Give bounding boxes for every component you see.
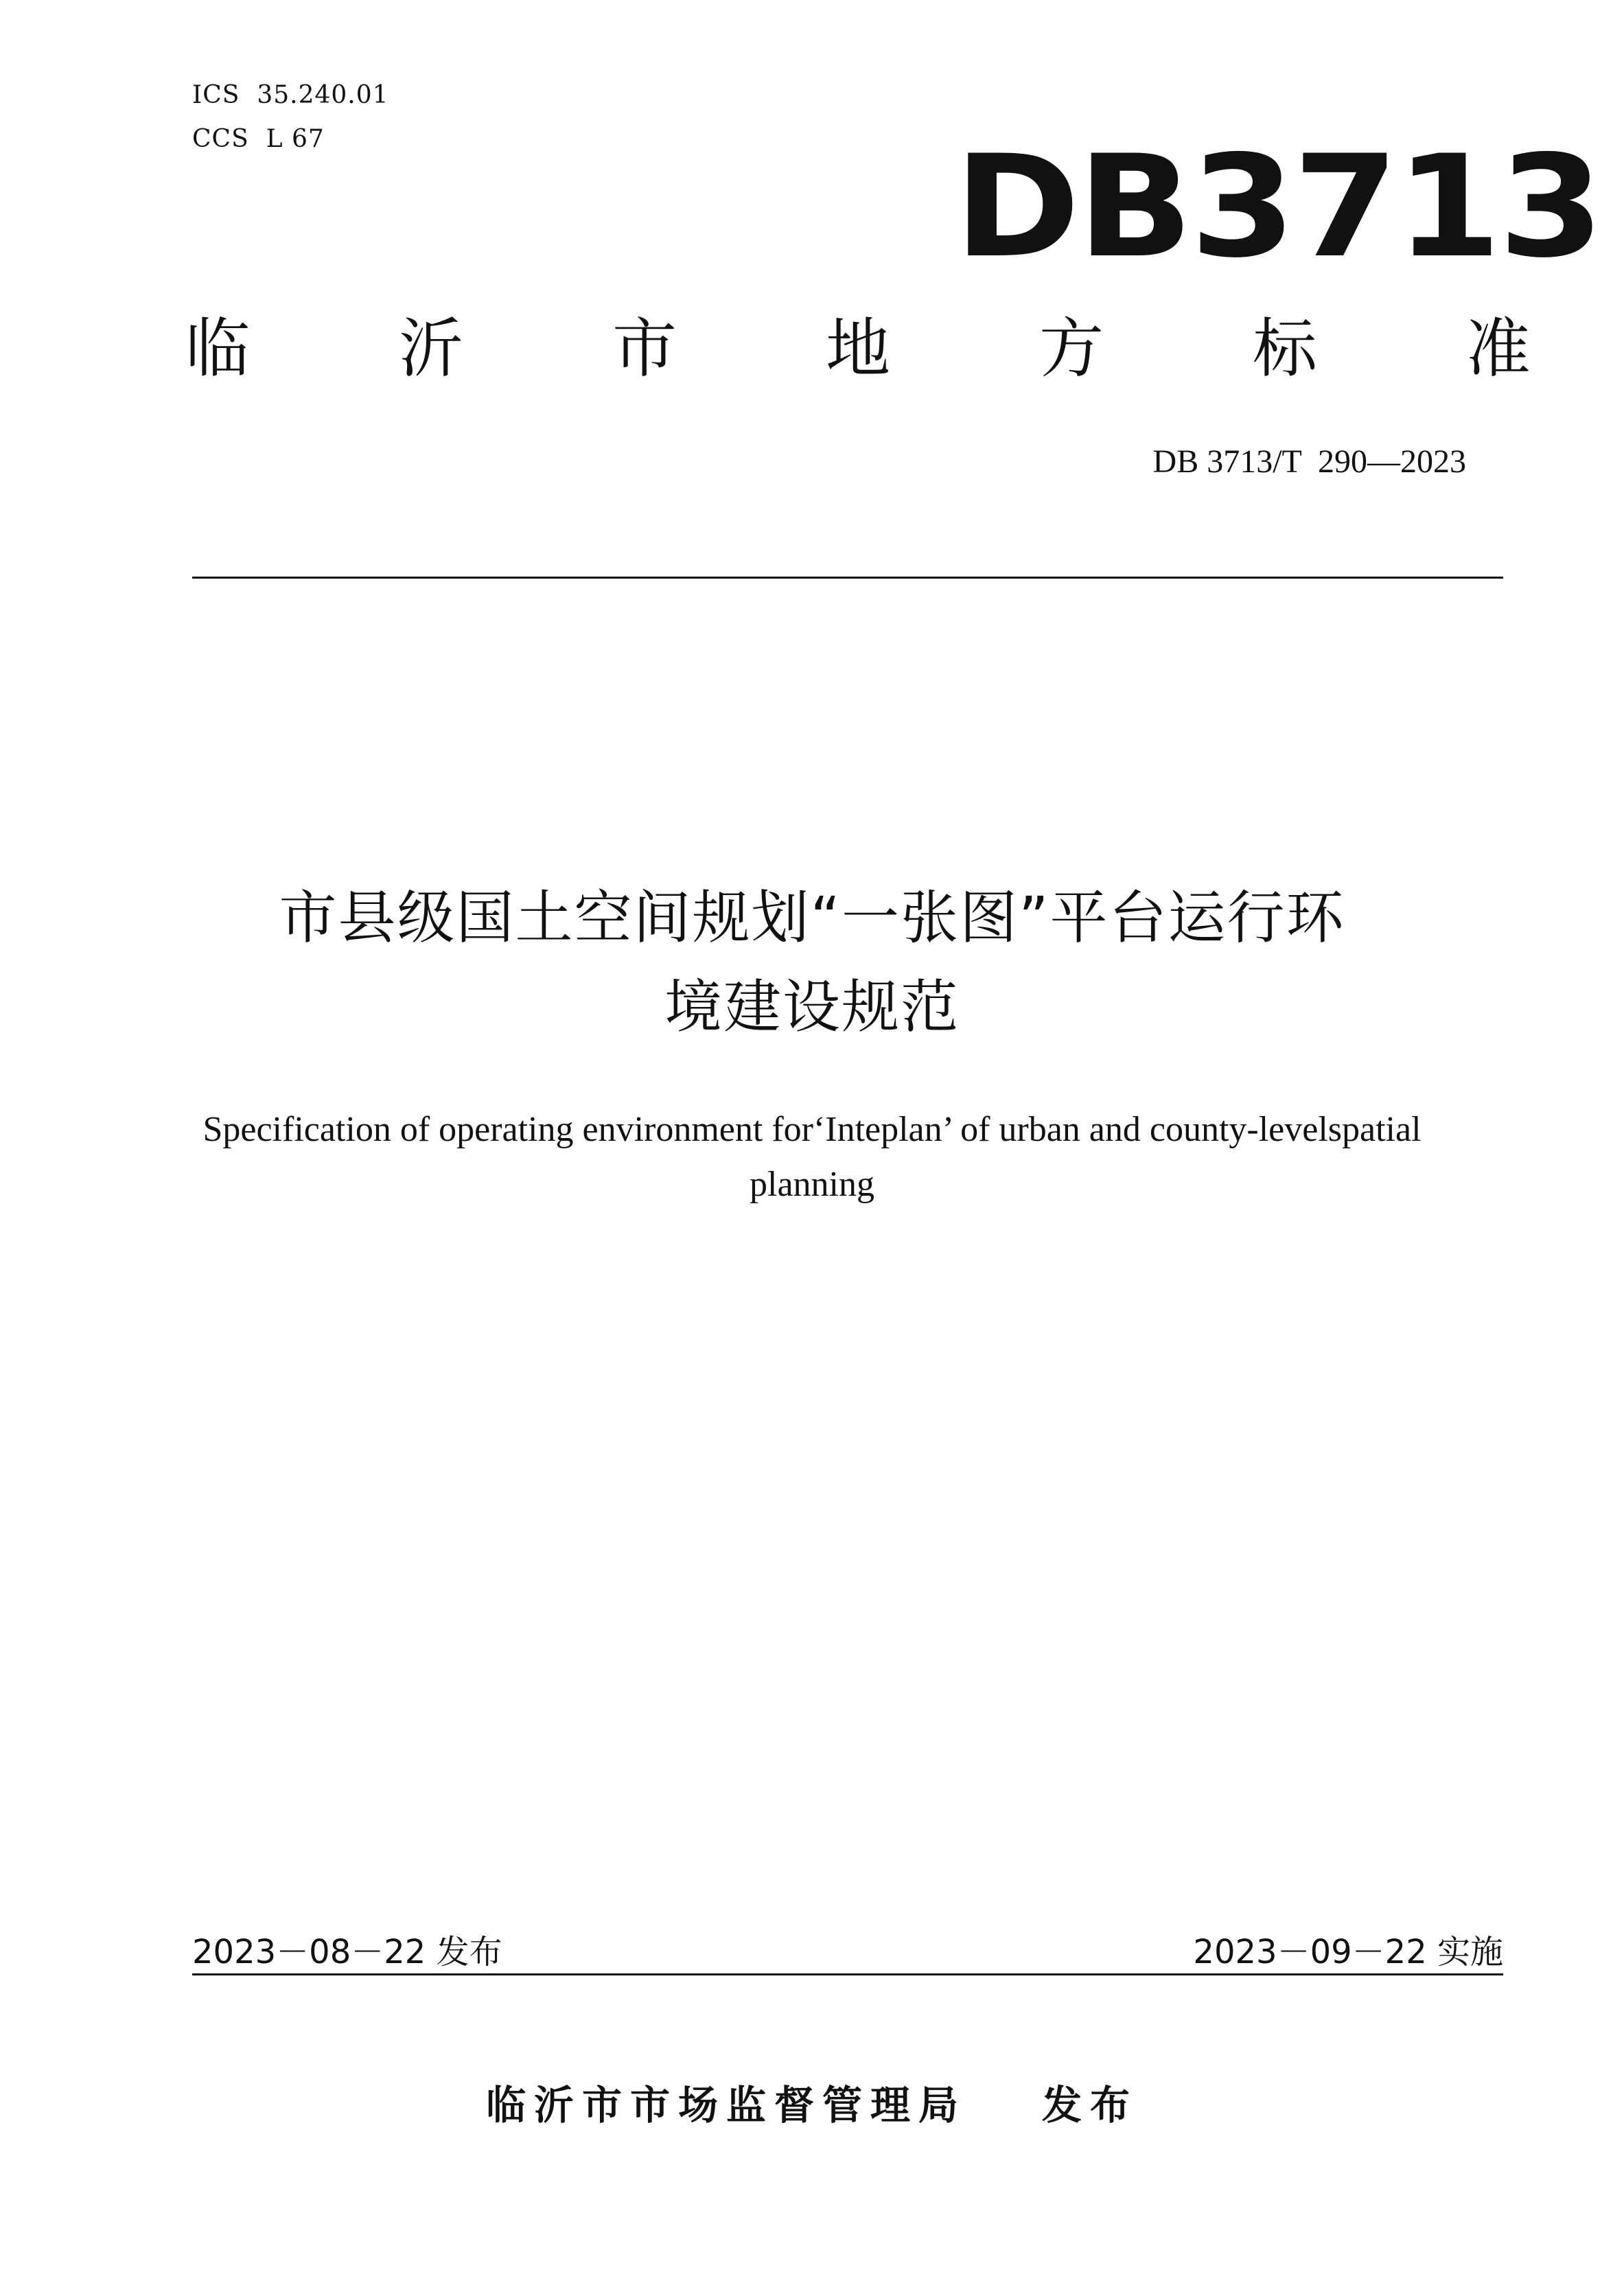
standard-number: DB 3713/T 290—2023 [1152, 443, 1466, 480]
title-english-line-2: planning [750, 1165, 874, 1204]
title-chinese-line-1: 市县级国土空间规划“一张图”平台运行环 [279, 884, 1345, 951]
ccs-code: L 67 [266, 125, 325, 153]
standard-type-heading [185, 312, 1531, 386]
ccs-code-line [192, 125, 325, 153]
standard-type-char: 临 [185, 312, 251, 386]
standard-type-char: 沂 [398, 312, 463, 386]
ics-code-line [192, 81, 389, 109]
title-chinese-line-2: 境建设规范 [664, 973, 960, 1041]
ccs-label: CCS [192, 125, 249, 153]
standard-type-char: 地 [825, 312, 890, 386]
ics-code: 35.240.01 [257, 81, 389, 109]
issuer-line [0, 2082, 1624, 2129]
header-divider [192, 577, 1503, 579]
standard-type-char: 市 [612, 312, 677, 386]
implement-date: 2023－09－22 实施 [1193, 1933, 1503, 1971]
standard-type-char: 标 [1252, 312, 1317, 386]
publish-date: 2023－08－22 发布 [192, 1933, 502, 1971]
standard-type-char: 准 [1465, 312, 1531, 386]
standard-type-char: 方 [1039, 312, 1104, 386]
db-standard-mark: DB3713 [954, 126, 1601, 289]
date-divider [192, 1973, 1503, 1975]
issuer-action: 发布 [1042, 2082, 1139, 2129]
issuer-name: 临沂市市场监督管理局 [485, 2082, 966, 2129]
title-english-line-1: Specification of operating environment for‘Inteplan’ of urban and county-levelspatial [202, 1110, 1422, 1149]
ics-label: ICS [192, 81, 240, 109]
